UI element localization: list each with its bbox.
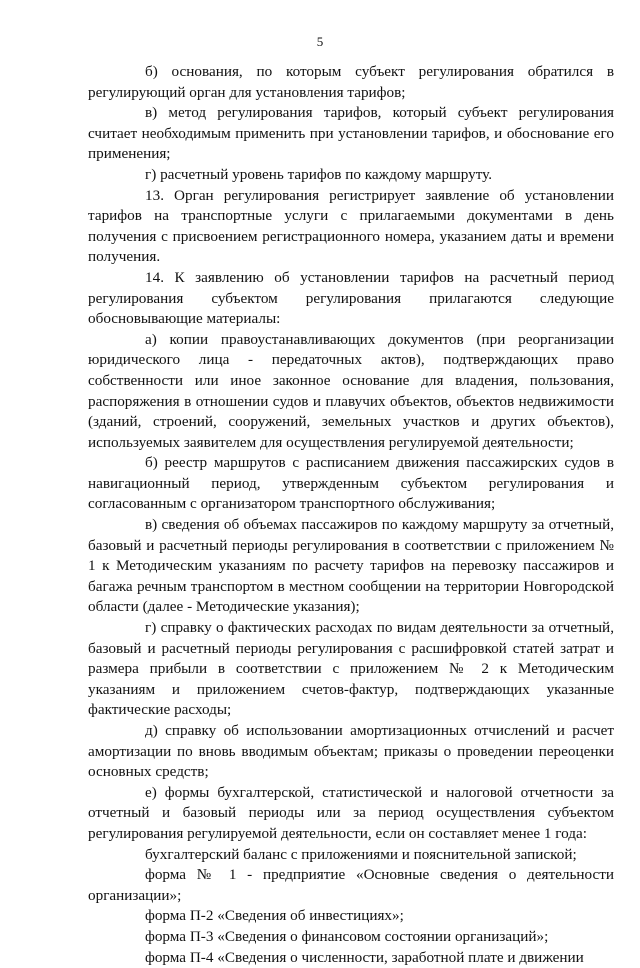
document-body bbox=[88, 62, 614, 968]
list-item-balance: бухгалтерский баланс с приложениями и пояснительной запиской; bbox=[145, 845, 577, 863]
list-item-form-p3: форма П-3 «Сведения о финансовом состоянии организаций»; bbox=[145, 927, 549, 945]
list-item-form-1: форма № 1 - предприятие «Основные сведения о деятельности организации»; bbox=[88, 866, 614, 904]
paragraph-14-g: г) справку о фактических расходах по видам деятельности за отчетный, базовый и расчетный периоды регулирования с расшифровкой статей затрат и размера прибыли в соответствии с приложением № 2 к Методическим указаниям и приложением счетов-фактур, подтверждающих указанные фактические расходы; bbox=[88, 619, 614, 719]
paragraph-g-tariff-level: г) расчетный уровень тарифов по каждому маршруту. bbox=[145, 165, 493, 183]
paragraph-14-b: б) реестр маршрутов с расписанием движения пассажирских судов в навигационный период, утвержденным субъектом регулирования и согласованным с организатором транспортного обслуживания; bbox=[88, 454, 614, 513]
paragraph-14-a: а) копии правоустанавливающих документов (при реорганизации юридического лица - передаточных актов), подтверждающих право собственности или иное законное основание для владения, пользования, распоряжения в отношении судов и плавучих объектов, объектов недвижимости (зданий, строений, сооружений, земельных участков и других объектов), используемых заявителем для осуществления регулируемой деятельности; bbox=[88, 330, 614, 451]
paragraph-13: 13. Орган регулирования регистрирует заявление об установлении тарифов на транспортные услуги с прилагаемыми документами в день получения с присвоением регистрационного номера, указанием даты и времени получения. bbox=[88, 186, 614, 266]
list-item-form-p4: форма П-4 «Сведения о численности, заработной плате и движении bbox=[145, 948, 584, 966]
paragraph-b-grounds: б) основания, по которым субъект регулирования обратился в регулирующий орган для установления тарифов; bbox=[88, 63, 614, 101]
page-number: 5 bbox=[316, 34, 324, 49]
list-item-form-p2: форма П-2 «Сведения об инвестициях»; bbox=[145, 907, 404, 925]
paragraph-14-e: е) формы бухгалтерской, статистической и налоговой отчетности за отчетный и базовый периоды или за период осуществления субъектом регулирования регулируемой деятельности, если он составляет менее 1 года: bbox=[88, 783, 614, 842]
paragraph-v-method: в) метод регулирования тарифов, который субъект регулирования считает необходимым применить при установлении тарифов, и обоснование его применения; bbox=[88, 104, 614, 163]
paragraph-14-v: в) сведения об объемах пассажиров по каждому маршруту за отчетный, базовый и расчетный периоды регулирования в соответствии с приложением № 1 к Методическим указаниям по расчету тарифов на перевозку пассажиров и багажа речным транспортом в местном сообщении на территории Новгородской области (далее - Методические указания); bbox=[88, 516, 614, 616]
paragraph-14-d: д) справку об использовании амортизационных отчислений и расчет амортизации по вновь вводимым объектам; приказы о проведении переоценки основных средств; bbox=[88, 722, 614, 781]
paragraph-14: 14. К заявлению об установлении тарифов на расчетный период регулирования субъектом регулирования прилагаются следующие обосновывающие материалы: bbox=[88, 268, 614, 328]
